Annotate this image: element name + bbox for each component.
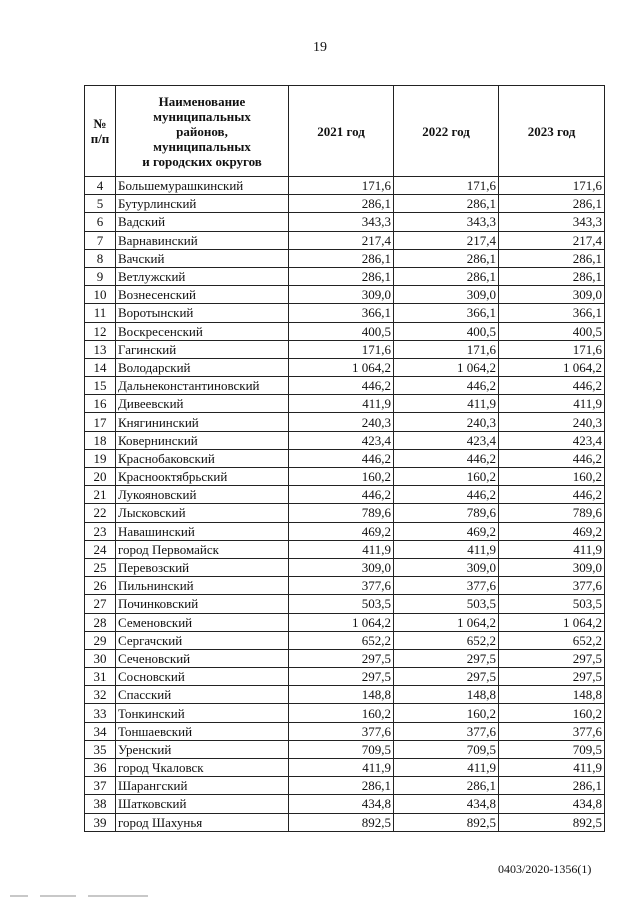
row-number-cell: 21 [85,486,116,504]
table-row [85,231,605,249]
table-row [85,340,605,358]
value-2022-cell: 160,2 [394,704,499,722]
row-number-cell: 31 [85,668,116,686]
table-row [85,740,605,758]
value-2022-cell: 503,5 [394,595,499,613]
value-2021-cell: 160,2 [289,704,394,722]
value-2023-cell: 240,3 [499,413,605,431]
row-number-cell: 33 [85,704,116,722]
row-number-cell: 9 [85,267,116,285]
table-row [85,195,605,213]
page-number: 19 [313,40,327,55]
table-row [85,504,605,522]
municipality-name-cell: Вачский [116,249,289,267]
value-2023-cell: 434,8 [499,795,605,813]
municipality-name-cell: Уренский [116,740,289,758]
value-2023-cell: 377,6 [499,722,605,740]
row-number-cell: 15 [85,377,116,395]
table-row [85,322,605,340]
municipality-name-cell: Дальнеконстантиновский [116,377,289,395]
value-2021-cell: 309,0 [289,286,394,304]
value-2022-cell: 148,8 [394,686,499,704]
value-2023-cell: 286,1 [499,777,605,795]
value-2023-cell: 411,9 [499,395,605,413]
value-2022-cell: 469,2 [394,522,499,540]
table-row [85,777,605,795]
municipality-name-cell: Шарангский [116,777,289,795]
value-2023-cell: 343,3 [499,213,605,231]
value-2022-cell: 343,3 [394,213,499,231]
value-2021-cell: 446,2 [289,449,394,467]
value-2023-cell: 171,6 [499,177,605,195]
value-2022-cell: 309,0 [394,286,499,304]
municipality-name-cell: Вознесенский [116,286,289,304]
value-2022-cell: 297,5 [394,649,499,667]
value-2021-cell: 892,5 [289,813,394,831]
municipality-name-cell: Воскресенский [116,322,289,340]
value-2023-cell: 411,9 [499,540,605,558]
value-2021-cell: 503,5 [289,595,394,613]
value-2022-cell: 171,6 [394,177,499,195]
table-row [85,286,605,304]
value-2021-cell: 446,2 [289,377,394,395]
table-row [85,304,605,322]
row-number-cell: 13 [85,340,116,358]
value-2021-cell: 446,2 [289,486,394,504]
table-row [85,613,605,631]
row-number-cell: 6 [85,213,116,231]
table-row [85,631,605,649]
row-number-cell: 35 [85,740,116,758]
municipality-name-cell: Сосновский [116,668,289,686]
value-2023-cell: 446,2 [499,486,605,504]
value-2021-cell: 423,4 [289,431,394,449]
value-2021-cell: 411,9 [289,395,394,413]
row-number-cell: 16 [85,395,116,413]
scan-artifact [88,895,148,897]
value-2021-cell: 789,6 [289,504,394,522]
table-row [85,358,605,376]
table-row [85,522,605,540]
municipality-name-cell: Княгининский [116,413,289,431]
value-2021-cell: 148,8 [289,686,394,704]
municipality-name-cell: город Чкаловск [116,759,289,777]
header-2021: 2021 год [289,86,394,177]
municipality-name-cell: Большемурашкинский [116,177,289,195]
row-number-cell: 10 [85,286,116,304]
table-row [85,686,605,704]
value-2022-cell: 892,5 [394,813,499,831]
value-2021-cell: 286,1 [289,267,394,285]
value-2023-cell: 309,0 [499,286,605,304]
value-2021-cell: 709,5 [289,740,394,758]
value-2023-cell: 892,5 [499,813,605,831]
value-2022-cell: 377,6 [394,722,499,740]
row-number-cell: 17 [85,413,116,431]
value-2022-cell: 286,1 [394,777,499,795]
value-2022-cell: 160,2 [394,468,499,486]
header-num: № п/п [85,86,116,177]
value-2021-cell: 400,5 [289,322,394,340]
value-2022-cell: 411,9 [394,395,499,413]
row-number-cell: 14 [85,358,116,376]
row-number-cell: 34 [85,722,116,740]
value-2022-cell: 1 064,2 [394,358,499,376]
municipality-name-cell: Тоншаевский [116,722,289,740]
municipality-name-cell: Перевозский [116,558,289,576]
value-2023-cell: 503,5 [499,595,605,613]
row-number-cell: 32 [85,686,116,704]
value-2022-cell: 446,2 [394,449,499,467]
scan-artifact [40,895,76,897]
municipality-name-cell: Вадский [116,213,289,231]
value-2022-cell: 411,9 [394,759,499,777]
table-row [85,813,605,831]
value-2023-cell: 1 064,2 [499,613,605,631]
allocation-table [84,85,605,832]
value-2023-cell: 377,6 [499,577,605,595]
value-2023-cell: 148,8 [499,686,605,704]
value-2021-cell: 171,6 [289,340,394,358]
value-2021-cell: 377,6 [289,577,394,595]
value-2022-cell: 446,2 [394,486,499,504]
value-2021-cell: 343,3 [289,213,394,231]
table-row [85,431,605,449]
value-2022-cell: 652,2 [394,631,499,649]
municipality-name-cell: Сеченовский [116,649,289,667]
row-number-cell: 25 [85,558,116,576]
table-row [85,759,605,777]
table-row [85,540,605,558]
header-2022: 2022 год [394,86,499,177]
header-name: Наименование муниципальных районов, муниципальных и городских округов [116,86,289,177]
table-row [85,468,605,486]
scan-artifact [10,895,28,897]
value-2022-cell: 446,2 [394,377,499,395]
value-2023-cell: 366,1 [499,304,605,322]
value-2023-cell: 286,1 [499,195,605,213]
value-2021-cell: 411,9 [289,759,394,777]
row-number-cell: 26 [85,577,116,595]
row-number-cell: 12 [85,322,116,340]
value-2023-cell: 423,4 [499,431,605,449]
value-2022-cell: 400,5 [394,322,499,340]
value-2022-cell: 171,6 [394,340,499,358]
value-2023-cell: 789,6 [499,504,605,522]
value-2022-cell: 286,1 [394,267,499,285]
value-2021-cell: 297,5 [289,649,394,667]
value-2021-cell: 286,1 [289,249,394,267]
value-2022-cell: 377,6 [394,577,499,595]
value-2021-cell: 377,6 [289,722,394,740]
value-2022-cell: 286,1 [394,249,499,267]
value-2023-cell: 160,2 [499,704,605,722]
value-2023-cell: 1 064,2 [499,358,605,376]
table-row [85,795,605,813]
value-2022-cell: 309,0 [394,558,499,576]
value-2022-cell: 240,3 [394,413,499,431]
table-body [85,177,605,832]
value-2022-cell: 789,6 [394,504,499,522]
table-header-row [85,86,605,177]
value-2021-cell: 469,2 [289,522,394,540]
value-2023-cell: 286,1 [499,249,605,267]
value-2021-cell: 297,5 [289,668,394,686]
value-2023-cell: 217,4 [499,231,605,249]
header-2023: 2023 год [499,86,605,177]
value-2022-cell: 366,1 [394,304,499,322]
table-row [85,177,605,195]
value-2022-cell: 217,4 [394,231,499,249]
table-row [85,595,605,613]
table-row [85,267,605,285]
table-row [85,449,605,467]
municipality-name-cell: Лукояновский [116,486,289,504]
row-number-cell: 11 [85,304,116,322]
value-2021-cell: 411,9 [289,540,394,558]
table-row [85,377,605,395]
municipality-name-cell: город Шахунья [116,813,289,831]
value-2021-cell: 240,3 [289,413,394,431]
row-number-cell: 37 [85,777,116,795]
municipality-name-cell: Воротынский [116,304,289,322]
row-number-cell: 29 [85,631,116,649]
municipality-name-cell: Ветлужский [116,267,289,285]
table-row [85,413,605,431]
municipality-name-cell: Сергачский [116,631,289,649]
value-2023-cell: 709,5 [499,740,605,758]
municipality-name-cell: Лысковский [116,504,289,522]
value-2022-cell: 434,8 [394,795,499,813]
table-row [85,486,605,504]
municipality-name-cell: Семеновский [116,613,289,631]
value-2021-cell: 366,1 [289,304,394,322]
value-2023-cell: 469,2 [499,522,605,540]
value-2023-cell: 446,2 [499,449,605,467]
row-number-cell: 5 [85,195,116,213]
table-row [85,649,605,667]
row-number-cell: 19 [85,449,116,467]
value-2021-cell: 434,8 [289,795,394,813]
row-number-cell: 7 [85,231,116,249]
value-2023-cell: 171,6 [499,340,605,358]
row-number-cell: 8 [85,249,116,267]
value-2023-cell: 446,2 [499,377,605,395]
value-2023-cell: 160,2 [499,468,605,486]
row-number-cell: 24 [85,540,116,558]
value-2022-cell: 411,9 [394,540,499,558]
municipality-name-cell: Ковернинский [116,431,289,449]
row-number-cell: 27 [85,595,116,613]
value-2021-cell: 160,2 [289,468,394,486]
table-row [85,722,605,740]
row-number-cell: 30 [85,649,116,667]
municipality-name-cell: Варнавинский [116,231,289,249]
municipality-name-cell: Гагинский [116,340,289,358]
row-number-cell: 39 [85,813,116,831]
municipality-name-cell: Краснобаковский [116,449,289,467]
value-2021-cell: 309,0 [289,558,394,576]
row-number-cell: 23 [85,522,116,540]
value-2022-cell: 1 064,2 [394,613,499,631]
municipality-name-cell: Володарский [116,358,289,376]
value-2023-cell: 411,9 [499,759,605,777]
row-number-cell: 38 [85,795,116,813]
municipality-name-cell: Навашинский [116,522,289,540]
row-number-cell: 20 [85,468,116,486]
table-row [85,558,605,576]
value-2021-cell: 171,6 [289,177,394,195]
document-code: 0403/2020-1356(1) [498,862,592,876]
municipality-name-cell: Пильнинский [116,577,289,595]
row-number-cell: 28 [85,613,116,631]
value-2022-cell: 709,5 [394,740,499,758]
row-number-cell: 4 [85,177,116,195]
table-row [85,668,605,686]
municipality-name-cell: Тонкинский [116,704,289,722]
value-2022-cell: 297,5 [394,668,499,686]
table-row [85,395,605,413]
row-number-cell: 18 [85,431,116,449]
value-2023-cell: 652,2 [499,631,605,649]
table-row [85,213,605,231]
value-2021-cell: 217,4 [289,231,394,249]
value-2023-cell: 297,5 [499,668,605,686]
value-2023-cell: 309,0 [499,558,605,576]
value-2023-cell: 286,1 [499,267,605,285]
municipality-name-cell: Шатковский [116,795,289,813]
value-2022-cell: 423,4 [394,431,499,449]
value-2023-cell: 400,5 [499,322,605,340]
value-2021-cell: 286,1 [289,777,394,795]
value-2021-cell: 286,1 [289,195,394,213]
value-2021-cell: 1 064,2 [289,613,394,631]
municipality-name-cell: Бутурлинский [116,195,289,213]
municipality-name-cell: Дивеевский [116,395,289,413]
value-2023-cell: 297,5 [499,649,605,667]
municipality-name-cell: город Первомайск [116,540,289,558]
value-2021-cell: 652,2 [289,631,394,649]
municipality-name-cell: Краснооктябрьский [116,468,289,486]
row-number-cell: 36 [85,759,116,777]
value-2022-cell: 286,1 [394,195,499,213]
table-row [85,577,605,595]
table-row [85,249,605,267]
row-number-cell: 22 [85,504,116,522]
value-2021-cell: 1 064,2 [289,358,394,376]
municipality-name-cell: Починковский [116,595,289,613]
table-row [85,704,605,722]
municipality-name-cell: Спасский [116,686,289,704]
